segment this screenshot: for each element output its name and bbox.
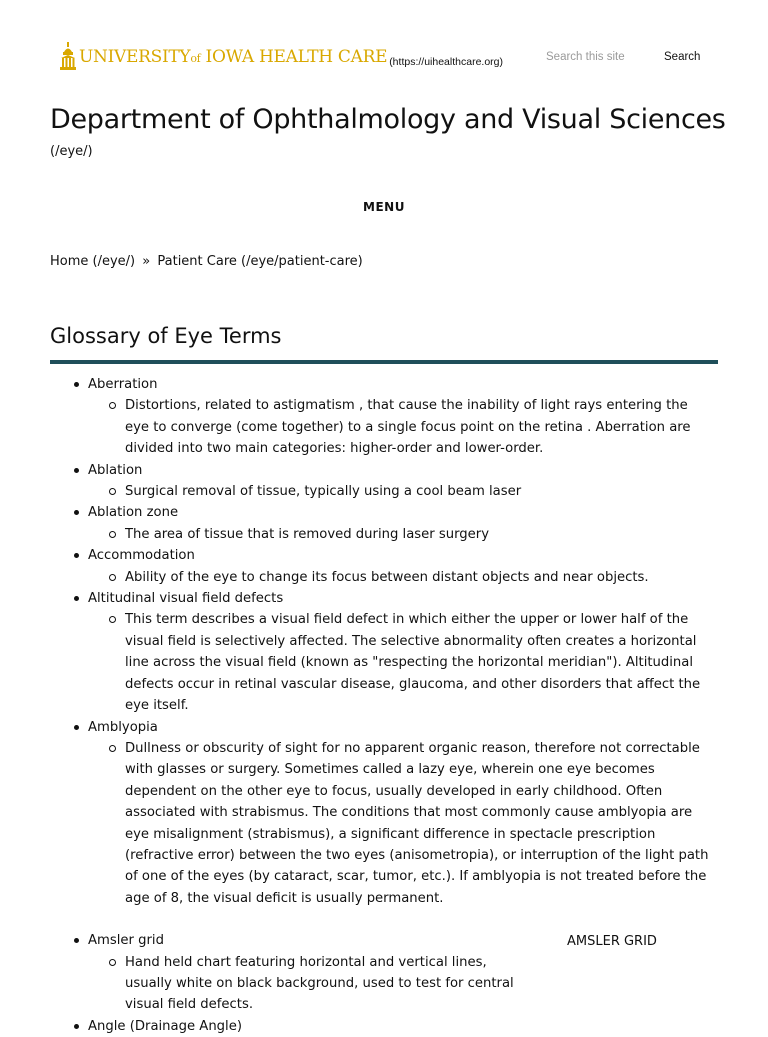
old-capitol-icon <box>60 42 76 70</box>
glossary-term <box>50 1016 718 1037</box>
glossary-term <box>50 545 718 588</box>
breadcrumb-separator: » <box>142 254 151 269</box>
term-definition: This term describes a visual field defect in which either the upper or lower half of the visual field is selectively affected. The selective abnormality often creates a horizontal line across the visual field (known as "respecting the horizontal meridian"). Altitudinal defects occur in retinal vascular disease, glaucoma, and other disorders that affect the eye itself. <box>125 609 718 716</box>
breadcrumb-patient-care[interactable]: Patient Care (/eye/patient-care) <box>157 254 363 269</box>
page-title: Glossary of Eye Terms <box>50 324 282 348</box>
menu-button[interactable]: MENU <box>363 200 405 214</box>
term-label: Angle (Drainage Angle) <box>88 1018 242 1034</box>
title-rule <box>50 360 718 364</box>
uihc-logo[interactable] <box>60 42 503 70</box>
glossary-term <box>50 502 718 545</box>
term-label: Ablation zone <box>88 505 179 521</box>
glossary-term <box>50 588 718 716</box>
glossary-term <box>50 717 718 910</box>
amsler-grid-caption: AMSLER GRID <box>567 934 657 950</box>
term-definition: The area of tissue that is removed during laser surgery <box>125 524 718 545</box>
term-definition: Hand held chart featuring horizontal and vertical lines, usually white on black background, used to test for central visual field defects. <box>125 952 525 1016</box>
term-label: Amsler grid <box>88 933 164 949</box>
term-definition: Surgical removal of tissue, typically using a cool beam laser <box>125 481 718 502</box>
breadcrumb <box>50 254 366 269</box>
glossary-term <box>50 460 718 503</box>
term-label: Ablation <box>88 462 143 478</box>
term-label: Accommodation <box>88 548 195 564</box>
site-header <box>0 0 768 90</box>
department-url: (/eye/) <box>50 144 93 159</box>
term-definition: Dullness or obscurity of sight for no apparent organic reason, therefore not correctable with glasses or surgery. Sometimes called a lazy eye, wherein one eye becomes dependent on the other eye to focus, usually developed in early childhood. Often associated with strabismus. The conditions that most commonly cause amblyopia are eye misalignment (strabismus), a significant difference in spectacle prescription (refractive error) between the two eyes (anisometropia), or interruption of the light path of one of the eyes (by cataract, scar, tumor, etc.). If amblyopia is not treated before the age of 8, the visual deficit is usually permanent. <box>125 738 718 909</box>
logo-wordmark: UNIVERSITYof IOWA HEALTH CARE <box>79 47 388 67</box>
glossary-term <box>50 930 718 1016</box>
term-definition: Distortions, related to astigmatism , that cause the inability of light rays entering the eye to converge (come together) to a single focus point on the retina . Aberration are divided into two main categories: higher-order and lower-order. <box>125 395 718 459</box>
glossary-list <box>50 374 718 1037</box>
department-title[interactable]: Department of Ophthalmology and Visual Sciences <box>50 104 726 135</box>
term-label: Altitudinal visual field defects <box>88 591 284 607</box>
logo-url: (https://uihealthcare.org) <box>389 56 503 68</box>
term-label: Aberration <box>88 377 158 392</box>
glossary-term <box>50 374 718 460</box>
term-definition: Ability of the eye to change its focus between distant objects and near objects. <box>125 567 718 588</box>
search-input[interactable] <box>540 46 650 68</box>
search-button[interactable]: Search <box>660 46 704 68</box>
term-label: Amblyopia <box>88 719 158 735</box>
breadcrumb-home[interactable]: Home (/eye/) <box>50 254 136 269</box>
